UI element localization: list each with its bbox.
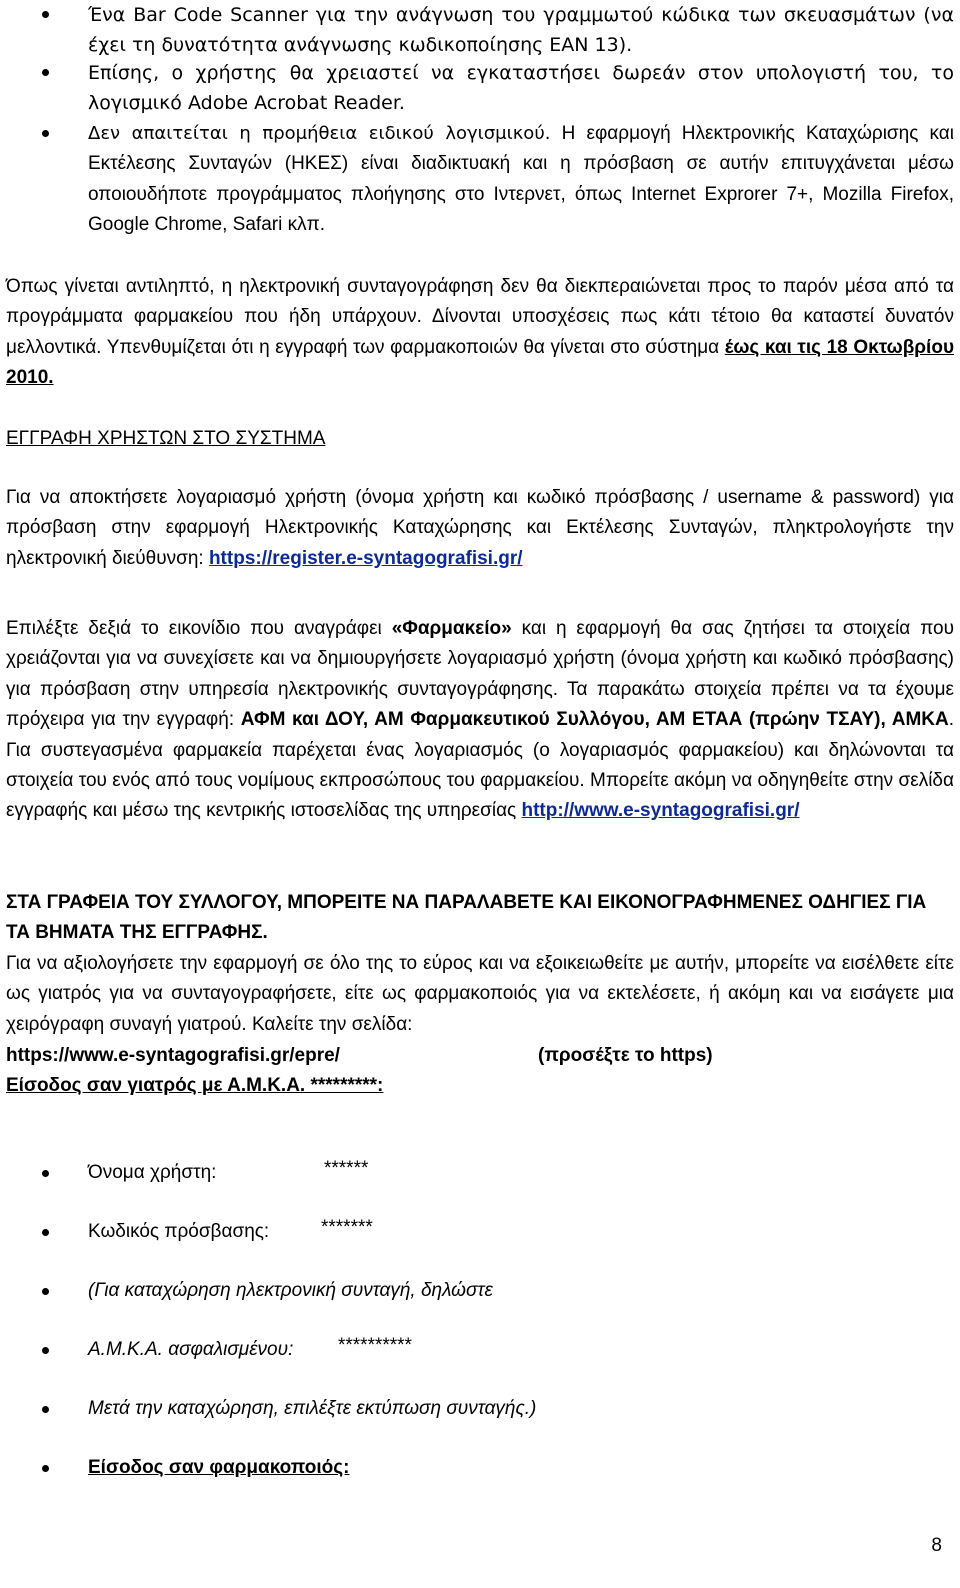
paragraph-text: Επιλέξτε δεξιά το εικονίδιο που αναγράφει — [6, 618, 392, 639]
bullet-text-part: Η εφαρμογή Ηλεκτρονικής Καταχώρισης και Εκτέλεσης Συνταγών (ΗΚΕΣ) είναι διαδικτυακή και η πρόσβαση σε αυτήν επιτυγχάνεται μέσω οποιουδήποτε προγράμματος πλοήγησης στο Ιντερνετ, όπως Internet Exprorer 7+, Mozilla Firefox, Google Chrome, Safari κλπ. — [88, 123, 955, 236]
bullet-icon — [42, 69, 49, 76]
bullet-icon — [42, 1288, 49, 1295]
page-number: 8 — [931, 1535, 942, 1556]
paragraph-text: Όπως γίνεται αντιληπτό, η ηλεκτρονική συνταγογράφηση δεν θα διεκπεραιώνεται προς το παρόν μέσα από τα προγράμματα φαρμακείου που ήδη υπάρχουν. Δίνονται υποσχέσεις πως κάτι τέτοιο θα καταστεί δυνατόν μελλοντικά. Υπενθυμίζεται ότι η εγγραφή των φαρμακοποιών θα γίνεται στο σύστημα — [6, 276, 954, 358]
bullet-text: (Για καταχώρηση ηλεκτρονική συνταγή, δηλώστε — [88, 1280, 493, 1301]
bullet-text — [88, 1335, 954, 1365]
doctor-login-stars: *********: — [310, 1075, 384, 1096]
username-value: ****** — [324, 1158, 369, 1179]
password-label: Κωδικός πρόσβασης: — [88, 1221, 270, 1242]
username-label: Όνομα χρήστη: — [88, 1162, 217, 1183]
paragraph-text: . Για συστεγασμένα φαρμακεία παρέχεται ένας λογαριασμός (ο λογαριασμός φαρμακείου) και δηλώνονται τα στοιχεία του ενός από τους νομίμους εκπροσώπους του φαρμακείου. Μπορείτε ακόμη να οδηγηθείτε στην σελίδα εγγραφής και μέσω της κεντρικής ιστοσελίδας της υπηρεσίας — [6, 709, 954, 822]
epre-url: https://www.e-syntagografisi.gr/epre/ — [6, 1045, 340, 1066]
paragraph-text: και η εφαρμογή θα σας ζητήσει τα στοιχεία που χρειάζονται για να συνεχίσετε και να δημιουργήσετε λογαριασμό χρήστη (όνομα χρήστη και κωδικό πρόσβασης) για πρόσβαση στην υπηρεσία ηλεκτρονικής συνταγογράφησης. Τα παρακάτω στοιχεία πρέπει να τα έχουμε πρόχειρα για την εγγραφή: — [6, 618, 954, 731]
bullet-text: Μετά την καταχώρηση, επιλέξτε εκτύπωση συνταγής.) — [88, 1398, 537, 1419]
heading-text: ΕΓΓΡΑΦΗ ΧΡΗΣΤΩΝ ΣΤΟ ΣΥΣΤΗΜΑ — [6, 428, 326, 449]
doctor-login-text: Είσοδος σαν γιατρός με Α.Μ.Κ.Α. — [6, 1075, 311, 1096]
bullet-icon — [42, 1229, 49, 1236]
paragraph-pharmacy-steps — [6, 614, 954, 827]
amka-value: ********** — [338, 1335, 412, 1356]
password-value: ******* — [321, 1217, 373, 1238]
bullet-icon — [42, 130, 49, 137]
bullet-text — [88, 1217, 954, 1247]
register-link[interactable]: https://register.e-syntagografisi.gr/ — [208, 547, 523, 569]
doctor-login-label — [6, 1075, 383, 1096]
bullet-icon — [42, 1406, 49, 1413]
bullet-icon — [42, 11, 49, 18]
doctor-login-line — [6, 1071, 954, 1101]
bullet-icon — [42, 1170, 49, 1177]
section-heading — [6, 424, 954, 454]
epre-line — [6, 1041, 954, 1071]
deadline-text: έως και τις 18 Οκτωβρίου 2010. — [6, 336, 955, 389]
bullet-icon — [42, 1465, 49, 1472]
paragraph-current-status — [6, 272, 954, 394]
bullet-text-part: Δεν απαιτείται η προμήθεια ειδικού λογισμικού. — [88, 123, 551, 144]
amka-label: Α.Μ.Κ.Α. ασφαλισμένου: — [88, 1339, 294, 1360]
bullet-text: Ένα Bar Code Scanner για την ανάγνωση του γραμμωτού κώδικα των σκευασμάτων (να έχει τη δυνατότητα ανάγνωσης κωδικοποίησης EAN 13). — [88, 4, 954, 57]
bullet-icon — [42, 1347, 49, 1354]
pharmacy-option-text: «Φαρμακείο» — [391, 618, 512, 639]
bullet-text: Επίσης, ο χρήστης θα χρειαστεί να εγκαταστήσει δωρεάν στον υπολογιστή του, το λογισμικό Adobe Acrobat Reader. — [88, 62, 954, 115]
bullet-text — [88, 1158, 954, 1188]
bullet-text: Είσοδος σαν φαρμακοποιός: — [88, 1457, 350, 1478]
notice-text: ΣΤΑ ΓΡΑΦΕΙΑ ΤΟΥ ΣΥΛΛΟΓΟΥ, ΜΠΟΡΕΙΤΕ ΝΑ ΠΑΡΑΛΑΒΕΤΕ ΚΑΙ ΕΙΚΟΝΟΓΡΑΦΗΜΕΝΕΣ ΟΔΗΓΙΕΣ ΓΙΑ ΤΑ ΒΗΜΑΤΑ ΤΗΣ ΕΓΓΡΑΦΗΣ. — [6, 892, 927, 944]
paragraph-evaluation: Για να αξιολογήσετε την εφαρμογή σε όλο της το εύρος και να εξοικειωθείτε με αυτήν, μπορείτε να εισέλθετε είτε ως γιατρός για να συνταγογραφήσετε, είτε ως φαρμακοποιός για να εκτελέσετε, ή ακόμη και να εισάγετε μια χειρόγραφη συναγή γιατρού. Καλείτε την σελίδα: — [6, 953, 954, 1035]
required-fields-text: ΑΦΜ και ΔΟΥ, ΑΜ Φαρμακευτικού Συλλόγου, ΑΜ ΕΤΑΑ (πρώην ΤΣΑΥ), ΑΜΚΑ — [240, 709, 949, 731]
paragraph-registration — [6, 483, 954, 574]
paragraph-text: Για να αποκτήσετε λογαριασμό χρήστη (όνομα χρήστη και κωδικό πρόσβασης / username & password) για πρόσβαση στην εφαρμογή Ηλεκτρονικής Καταχώρησης και Εκτέλεσης Συνταγών, πληκτρολογήστε την ηλεκτρονική διεύθυνση: — [6, 487, 954, 569]
https-note: (προσέξτε το https) — [538, 1045, 713, 1066]
main-site-link[interactable]: http://www.e-syntagografisi.gr/ — [521, 800, 800, 822]
bullet-text — [88, 119, 954, 241]
